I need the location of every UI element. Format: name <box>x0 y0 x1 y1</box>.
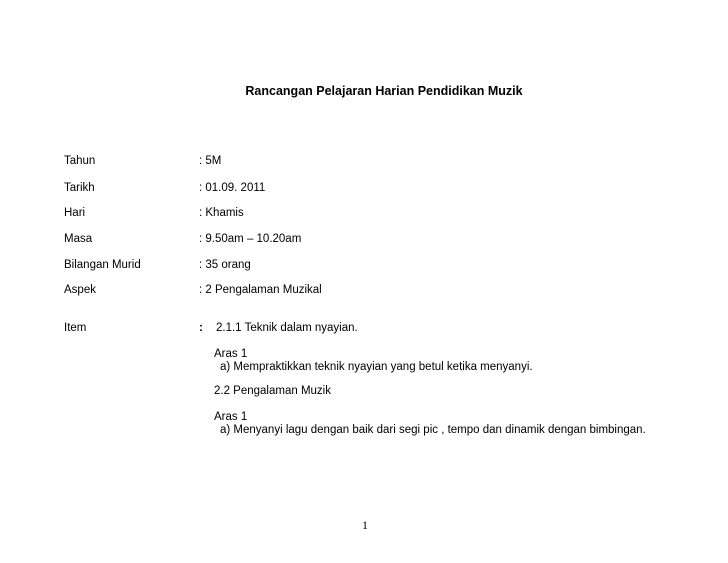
field-label: Masa <box>64 233 93 245</box>
item-colon: : <box>199 322 203 334</box>
field-label: Tahun <box>64 155 96 167</box>
field-row-bilangan-murid <box>64 259 704 275</box>
document-title <box>0 84 728 98</box>
field-label: Aspek <box>64 284 96 296</box>
field-label: Item <box>64 322 87 334</box>
aras1-line: a) Mempraktikkan teknik nyayian yang betul ketika menyanyi. <box>220 361 533 373</box>
field-value: : 9.50am – 10.20am <box>199 233 302 245</box>
document-title-text: Rancangan Pelajaran Harian Pendidikan Muzik <box>245 84 523 98</box>
field-row-tahun <box>64 155 704 171</box>
section2-heading: 2.2 Pengalaman Muzik <box>214 385 331 397</box>
field-value: : 2 Pengalaman Muzikal <box>199 284 322 296</box>
field-row-masa <box>64 233 704 249</box>
aras2-line: a) Menyanyi lagu dengan baik dari segi pic , tempo dan dinamik dengan bimbingan. <box>220 424 646 436</box>
field-label: Bilangan Murid <box>64 259 141 271</box>
aras1-heading: Aras 1 <box>214 348 248 360</box>
item-first-line: 2.1.1 Teknik dalam nyayian. <box>216 322 358 334</box>
field-row-aspek <box>64 284 704 300</box>
field-label: Tarikh <box>64 182 95 194</box>
field-value: : 35 orang <box>199 259 251 271</box>
aras2-heading: Aras 1 <box>214 411 248 423</box>
field-row-hari <box>64 207 704 223</box>
page-number <box>0 518 728 533</box>
field-label: Hari <box>64 207 86 219</box>
field-value: : Khamis <box>199 207 244 219</box>
field-value: : 01.09. 2011 <box>199 182 266 194</box>
page-number-text: 1 <box>362 518 368 532</box>
field-value: : 5M <box>199 155 222 167</box>
field-row-item <box>64 322 704 338</box>
field-row-tarikh <box>64 182 704 198</box>
